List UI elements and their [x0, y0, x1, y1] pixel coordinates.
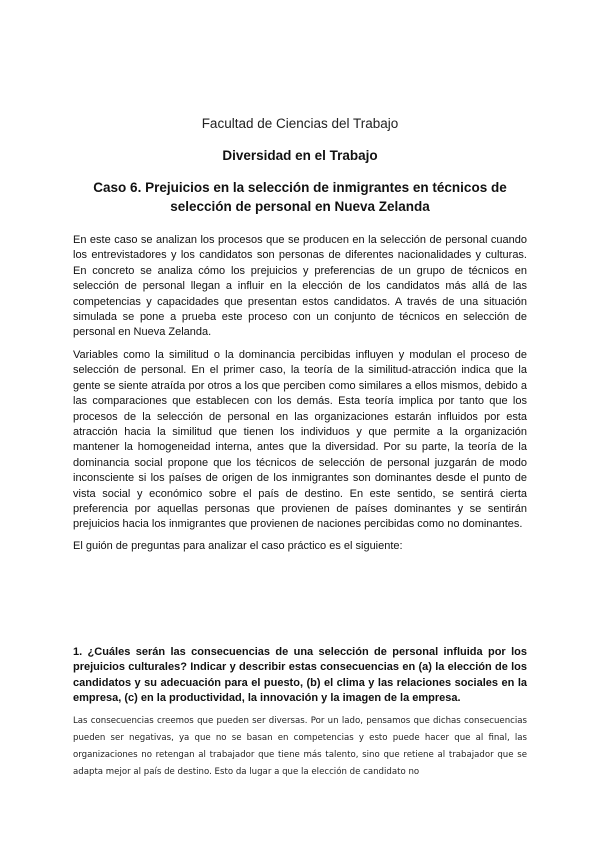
theory-paragraph: Variables como la similitud o la dominancia percibidas influyen y modulan el proceso de selección de personal. En el primer caso, la teoría de la similitud-atracción indica que la gente se siente atraída por otros a los que perciben como similares a ellos mismos, debido a las comparaciones que establecen con los demás. Esta teoría implica por tanto que los procesos de la selección de personal en las organizaciones estarán influidos por esta atracción hacia la similitud que tienen los individuos y que permite a la organización mantener la homogeneidad interna, antes que la diversidad. Por su parte, la teoría de la dominancia social propone que los técnicos de selección de personal juzgarán de modo inconsciente si los países de origen de los inmigrantes son dominantes desde el punto de vista social y económico sobre el país de destino. En este sentido, se sentirá cierta preferencia por aquellas personas que provienen de países dominantes y se sentirán prejuicios hacia los inmigrantes que provienen de naciones percibidas como no dominantes. [73, 349, 527, 531]
intro-paragraph: En este caso se analizan los procesos que se producen en la selección de personal cuando los entrevistadores y los candidatos son personas de diferentes nacionalidades y culturas. En concreto se analiza cómo los prejuicios y preferencias de un grupo de técnicos en selección de personal llegan a influir en la elección de los candidatos más allá de las competencias y capacidades que presentan estos candidatos. A través de una situación simulada se pone a prueba este proceso con un conjunto de técnicos en selección de personal en Nueva Zelanda. [73, 234, 527, 339]
faculty-name: Facultad de Ciencias del Trabajo [201, 116, 399, 131]
case-title: Caso 6. Prejuicios en la selección de inmigrantes en técnicos de selección de personal en Nueva Zelanda [93, 180, 507, 214]
questions-intro-paragraph: El guión de preguntas para analizar el caso práctico es el siguiente: [73, 540, 403, 552]
answer-1: Las consecuencias creemos que pueden ser diversas. Por un lado, pensamos que dichas consecuencias pueden ser negativas, ya que no se basan en competencias y esto puede hacer que al final, las organizaciones no retengan al trabajador que tiene más talento, sino que retiene al trabajador que se adapta mejor al país de destino. Esto da lugar a que la elección de candidato no [73, 715, 527, 777]
document-title: Diversidad en el Trabajo [222, 148, 378, 163]
question-1: 1. ¿Cuáles serán las consecuencias de una selección de personal influida por los prejuicios culturales? Indicar y describir estas consecuencias en (a) la elección de los candidatos y su adecuación para el puesto, (b) el clima y las relaciones sociales en la empresa, (c) en la productividad, la innovación y la imagen de la empresa. [73, 646, 527, 705]
